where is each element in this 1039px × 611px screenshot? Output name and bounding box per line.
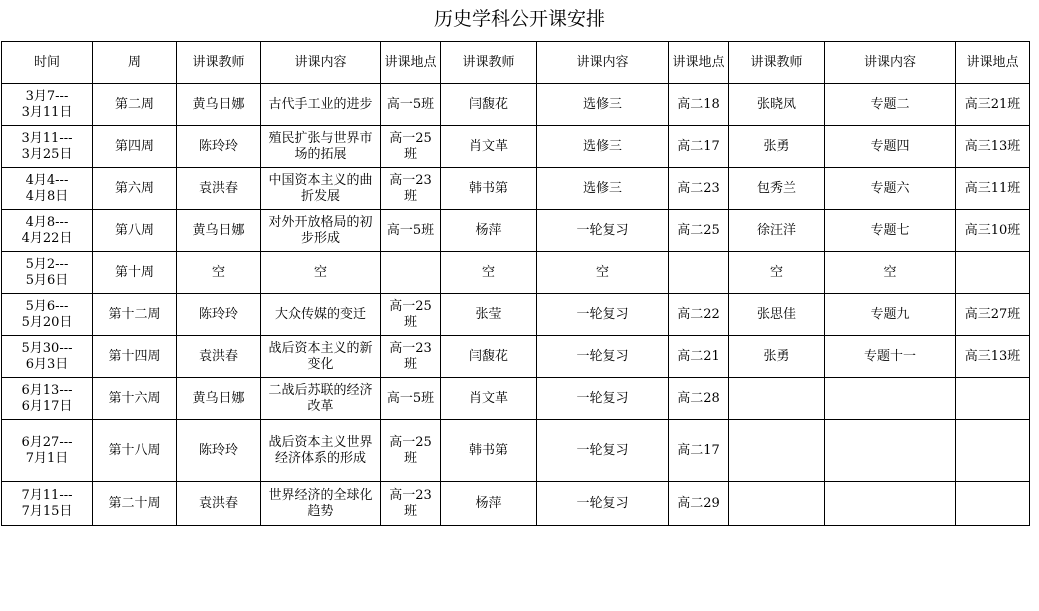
cell-time: 7月11--- 7月15日 — [2, 482, 93, 526]
cell-location: 高一23班 — [381, 336, 441, 378]
cell-time: 5月30--- 6月3日 — [2, 336, 93, 378]
table-row — [2, 210, 1030, 252]
cell-time: 4月4--- 4月8日 — [2, 168, 93, 210]
cell-teacher: 空 — [441, 252, 537, 294]
cell-teacher: 袁洪春 — [177, 336, 261, 378]
schedule-table — [1, 41, 1030, 526]
cell-content: 古代手工业的进步 — [261, 84, 381, 126]
cell-location — [956, 482, 1030, 526]
header-location: 讲课地点 — [381, 42, 441, 84]
cell-week: 第十六周 — [93, 378, 177, 420]
cell-teacher: 黄乌日娜 — [177, 210, 261, 252]
cell-content: 空 — [261, 252, 381, 294]
cell-week: 第十二周 — [93, 294, 177, 336]
table-row — [2, 420, 1030, 482]
cell-content: 专题二 — [825, 84, 956, 126]
cell-teacher: 韩书第 — [441, 420, 537, 482]
header-time: 时间 — [2, 42, 93, 84]
cell-teacher — [729, 482, 825, 526]
cell-content: 大众传媒的变迁 — [261, 294, 381, 336]
cell-location: 高一25班 — [381, 420, 441, 482]
cell-teacher: 闫馥花 — [441, 84, 537, 126]
cell-teacher: 张莹 — [441, 294, 537, 336]
cell-content: 一轮复习 — [537, 420, 669, 482]
cell-content: 专题九 — [825, 294, 956, 336]
cell-location: 高一5班 — [381, 378, 441, 420]
table-row — [2, 126, 1030, 168]
cell-teacher: 袁洪春 — [177, 482, 261, 526]
page-title: 历史学科公开课安排 — [433, 8, 605, 30]
cell-location: 高一5班 — [381, 210, 441, 252]
table-row — [2, 482, 1030, 526]
cell-content: 战后资本主义的新变化 — [261, 336, 381, 378]
header-week: 周 — [93, 42, 177, 84]
cell-location — [956, 378, 1030, 420]
cell-location: 高二17 — [669, 420, 729, 482]
header-content: 讲课内容 — [537, 42, 669, 84]
header-location: 讲课地点 — [956, 42, 1030, 84]
cell-content: 空 — [537, 252, 669, 294]
cell-teacher: 杨萍 — [441, 482, 537, 526]
header-content: 讲课内容 — [261, 42, 381, 84]
header-location: 讲课地点 — [669, 42, 729, 84]
header-content: 讲课内容 — [825, 42, 956, 84]
cell-content: 一轮复习 — [537, 294, 669, 336]
cell-teacher: 肖文革 — [441, 126, 537, 168]
cell-teacher: 张晓凤 — [729, 84, 825, 126]
cell-content: 一轮复习 — [537, 378, 669, 420]
cell-content: 专题七 — [825, 210, 956, 252]
cell-content: 世界经济的全球化趋势 — [261, 482, 381, 526]
cell-teacher: 空 — [729, 252, 825, 294]
cell-week: 第二十周 — [93, 482, 177, 526]
cell-content: 专题四 — [825, 126, 956, 168]
cell-time: 3月7--- 3月11日 — [2, 84, 93, 126]
cell-location: 高三13班 — [956, 336, 1030, 378]
cell-content: 一轮复习 — [537, 482, 669, 526]
cell-time: 6月27--- 7月1日 — [2, 420, 93, 482]
header-teacher: 讲课教师 — [441, 42, 537, 84]
header-teacher: 讲课教师 — [729, 42, 825, 84]
cell-content: 一轮复习 — [537, 210, 669, 252]
cell-location — [956, 420, 1030, 482]
cell-teacher: 黄乌日娜 — [177, 378, 261, 420]
cell-teacher: 陈玲玲 — [177, 294, 261, 336]
table-row — [2, 336, 1030, 378]
table-row — [2, 378, 1030, 420]
cell-location — [956, 252, 1030, 294]
cell-content: 专题十一 — [825, 336, 956, 378]
cell-teacher: 空 — [177, 252, 261, 294]
cell-week: 第二周 — [93, 84, 177, 126]
cell-location: 高二29 — [669, 482, 729, 526]
cell-content: 中国资本主义的曲折发展 — [261, 168, 381, 210]
cell-location: 高二25 — [669, 210, 729, 252]
cell-content: 选修三 — [537, 168, 669, 210]
cell-teacher: 张勇 — [729, 126, 825, 168]
table-header-row — [2, 42, 1030, 84]
cell-content: 二战后苏联的经济改革 — [261, 378, 381, 420]
cell-week: 第十周 — [93, 252, 177, 294]
table-row — [2, 84, 1030, 126]
cell-content — [825, 378, 956, 420]
cell-content: 对外开放格局的初步形成 — [261, 210, 381, 252]
cell-time: 4月8--- 4月22日 — [2, 210, 93, 252]
cell-teacher: 陈玲玲 — [177, 126, 261, 168]
cell-time: 5月2--- 5月6日 — [2, 252, 93, 294]
table-row — [2, 168, 1030, 210]
cell-location: 高一25班 — [381, 126, 441, 168]
cell-content: 空 — [825, 252, 956, 294]
table-row — [2, 252, 1030, 294]
cell-teacher: 包秀兰 — [729, 168, 825, 210]
cell-time: 5月6--- 5月20日 — [2, 294, 93, 336]
cell-content: 战后资本主义世界经济体系的形成 — [261, 420, 381, 482]
cell-location: 高三11班 — [956, 168, 1030, 210]
cell-content: 选修三 — [537, 84, 669, 126]
cell-week: 第十八周 — [93, 420, 177, 482]
cell-teacher: 杨萍 — [441, 210, 537, 252]
cell-teacher: 张勇 — [729, 336, 825, 378]
cell-location: 高二28 — [669, 378, 729, 420]
cell-content: 一轮复习 — [537, 336, 669, 378]
cell-location: 高一23班 — [381, 482, 441, 526]
cell-teacher: 闫馥花 — [441, 336, 537, 378]
cell-teacher: 陈玲玲 — [177, 420, 261, 482]
cell-location: 高一5班 — [381, 84, 441, 126]
cell-location: 高三10班 — [956, 210, 1030, 252]
table-row — [2, 294, 1030, 336]
cell-content: 殖民扩张与世界市场的拓展 — [261, 126, 381, 168]
cell-location: 高二21 — [669, 336, 729, 378]
cell-time: 3月11--- 3月25日 — [2, 126, 93, 168]
cell-location: 高三27班 — [956, 294, 1030, 336]
cell-week: 第六周 — [93, 168, 177, 210]
cell-content — [825, 482, 956, 526]
cell-teacher: 张思佳 — [729, 294, 825, 336]
cell-content: 专题六 — [825, 168, 956, 210]
cell-location — [669, 252, 729, 294]
cell-week: 第十四周 — [93, 336, 177, 378]
cell-week: 第八周 — [93, 210, 177, 252]
cell-teacher — [729, 378, 825, 420]
cell-location: 高二23 — [669, 168, 729, 210]
cell-location — [381, 252, 441, 294]
cell-teacher: 肖文革 — [441, 378, 537, 420]
cell-location: 高二17 — [669, 126, 729, 168]
cell-content: 选修三 — [537, 126, 669, 168]
cell-teacher: 韩书第 — [441, 168, 537, 210]
cell-teacher: 黄乌日娜 — [177, 84, 261, 126]
cell-teacher: 徐汪洋 — [729, 210, 825, 252]
cell-location: 高三13班 — [956, 126, 1030, 168]
cell-location: 高一23班 — [381, 168, 441, 210]
cell-location: 高二22 — [669, 294, 729, 336]
cell-location: 高三21班 — [956, 84, 1030, 126]
cell-teacher — [729, 420, 825, 482]
cell-teacher: 袁洪春 — [177, 168, 261, 210]
cell-content — [825, 420, 956, 482]
cell-time: 6月13--- 6月17日 — [2, 378, 93, 420]
header-teacher: 讲课教师 — [177, 42, 261, 84]
cell-week: 第四周 — [93, 126, 177, 168]
cell-location: 高二18 — [669, 84, 729, 126]
cell-location: 高一25班 — [381, 294, 441, 336]
